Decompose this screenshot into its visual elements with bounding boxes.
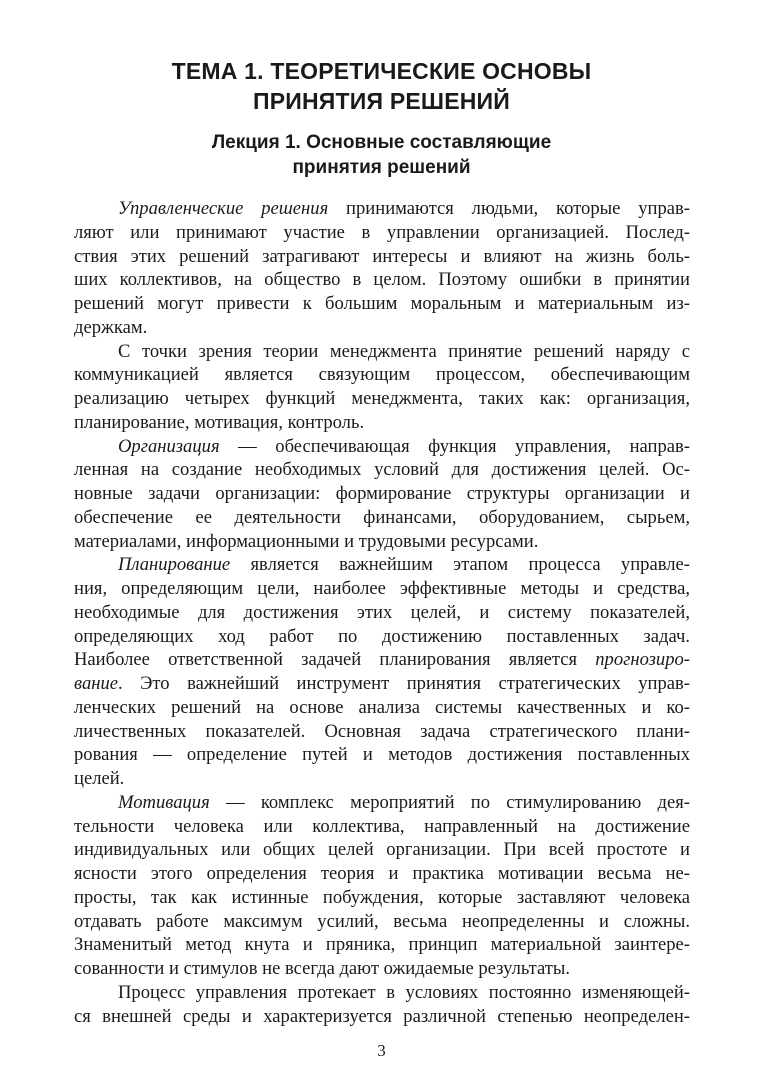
- paragraph: [74, 435, 690, 554]
- text-line: [74, 696, 690, 720]
- italic-term: Мотивация: [118, 791, 210, 813]
- text-line: [74, 648, 690, 672]
- text-run: коммуникацией является связующим процессом, обеспечивающим: [74, 364, 690, 386]
- text-line: [74, 886, 690, 910]
- text-line: [74, 1005, 690, 1029]
- paragraph: [74, 981, 690, 1029]
- text-run: ся внешней среды и характеризуется различной степенью неопределен-: [74, 1005, 690, 1027]
- text-run: ленная на создание необходимых условий для достижения целей. Ос-: [74, 459, 690, 481]
- text-run: ясности этого определения теория и практика мотивации весьма не-: [74, 863, 690, 884]
- text-line: [74, 316, 690, 340]
- text-line: [74, 815, 690, 839]
- text-line: [74, 553, 690, 577]
- text-line: [74, 482, 690, 506]
- text-run: ния, определяющим цели, наиболее эффективные методы и средства,: [74, 578, 690, 599]
- text-line: [74, 743, 690, 767]
- text-run: — обеспечивающая функция управления, направ-: [219, 435, 690, 457]
- lecture-title-line-1: Лекция 1. Основные составляющие: [211, 132, 552, 153]
- topic-title-line-1: ТЕМА 1. ТЕОРЕТИЧЕСКИЕ ОСНОВЫ: [171, 58, 592, 84]
- paragraph: [74, 553, 690, 791]
- text-run: необходимые для достижения этих целей, и систему показателей,: [74, 601, 690, 623]
- text-line: [74, 767, 690, 791]
- body-text: [74, 197, 690, 1028]
- text-line: [74, 933, 690, 957]
- text-run: ленческих решений на основе анализа системы качественных и ко-: [74, 696, 690, 718]
- text-line: [74, 720, 690, 744]
- text-run: реализацию четырех функций менеджмента, таких как: организация,: [74, 388, 690, 409]
- text-run: сованности и стимулов не всегда дают ожидаемые результаты.: [74, 958, 571, 979]
- text-line: [74, 530, 690, 554]
- text-run: личественных показателей. Основная задача стратегического плани-: [74, 720, 690, 742]
- text-run: ствия этих решений затрагивают интересы и влияют на жизнь боль-: [74, 245, 690, 267]
- text-line: [74, 387, 690, 411]
- text-line: [74, 791, 690, 815]
- paragraph: [74, 340, 690, 435]
- page-number: 3: [377, 1041, 386, 1060]
- text-line: [74, 411, 690, 435]
- text-line: [74, 221, 690, 245]
- text-line: [74, 506, 690, 530]
- italic-term: прогнозиро-: [595, 649, 690, 671]
- text-line: [74, 601, 690, 625]
- text-run: — комплекс мероприятий по стимулированию дея-: [209, 791, 690, 813]
- text-run: решений могут привести к большим моральным и материальным из-: [74, 293, 690, 314]
- paragraph: [74, 791, 690, 981]
- text-run: планирование, мотивация, контроль.: [74, 411, 365, 433]
- text-run: Знаменитый метод кнута и пряника, принцип материальной заинтере-: [74, 934, 690, 956]
- text-run: Процесс управления протекает в условиях постоянно изменяющей-: [118, 981, 690, 1003]
- text-line: [74, 957, 690, 981]
- text-line: [74, 245, 690, 269]
- text-run: ших коллективов, на общество в целом. Поэтому ошибки в принятии: [74, 269, 690, 291]
- text-run: ляют или принимают участие в управлении организацией. Послед-: [74, 221, 690, 243]
- text-run: является важнейшим этапом процесса управле-: [230, 554, 690, 576]
- text-line: [74, 268, 690, 292]
- paragraph: [74, 197, 690, 340]
- text-line: [74, 458, 690, 482]
- text-line: [74, 625, 690, 649]
- text-run: материалами, информационными и трудовыми ресурсами.: [74, 530, 539, 552]
- text-line: [74, 838, 690, 862]
- text-line: [74, 672, 690, 696]
- text-line: [74, 363, 690, 387]
- text-run: определяющих ход работ по достижению поставленных задач.: [74, 625, 690, 647]
- text-run: обеспечение ее деятельности финансами, оборудованием, сырьем,: [74, 506, 690, 528]
- lecture-title-line-2: принятия решений: [292, 157, 471, 178]
- text-run: целей.: [74, 768, 125, 789]
- italic-term: вание: [74, 673, 119, 694]
- text-run: С точки зрения теории менеджмента принятие решений наряду с: [118, 340, 690, 362]
- text-line: [74, 435, 690, 459]
- text-run: индивидуальных или общих целей организации. При всей простоте и: [74, 839, 690, 861]
- lecture-title: [60, 130, 703, 180]
- text-run: просты, так как истинные побуждения, которые заставляют человека: [74, 886, 690, 908]
- text-run: рования — определение путей и методов достижения поставленных: [74, 744, 690, 766]
- text-run: Наиболее ответственной задачей планирования является: [74, 649, 596, 671]
- text-line: [74, 197, 690, 221]
- text-run: держкам.: [74, 316, 148, 338]
- text-line: [74, 340, 690, 364]
- text-line: [74, 910, 690, 934]
- text-run: новные задачи организации: формирование структуры организации и: [74, 483, 690, 504]
- text-run: отдавать работе максимум усилий, весьма неопределенны и сложны.: [74, 910, 690, 932]
- text-line: [74, 981, 690, 1005]
- italic-term: Организация: [118, 435, 220, 457]
- text-run: тельности человека или коллектива, направленный на достижение: [74, 815, 690, 837]
- text-line: [74, 577, 690, 601]
- text-line: [74, 292, 690, 316]
- text-run: принимаются людьми, которые управ-: [328, 198, 690, 219]
- italic-term: Планирование: [118, 554, 231, 576]
- text-run: . Это важнейший инструмент принятия стратегических управ-: [118, 673, 690, 694]
- topic-title: [60, 56, 703, 116]
- italic-term: Управленческие решения: [118, 198, 329, 219]
- topic-title-line-2: ПРИНЯТИЯ РЕШЕНИЙ: [252, 88, 511, 114]
- text-line: [74, 862, 690, 886]
